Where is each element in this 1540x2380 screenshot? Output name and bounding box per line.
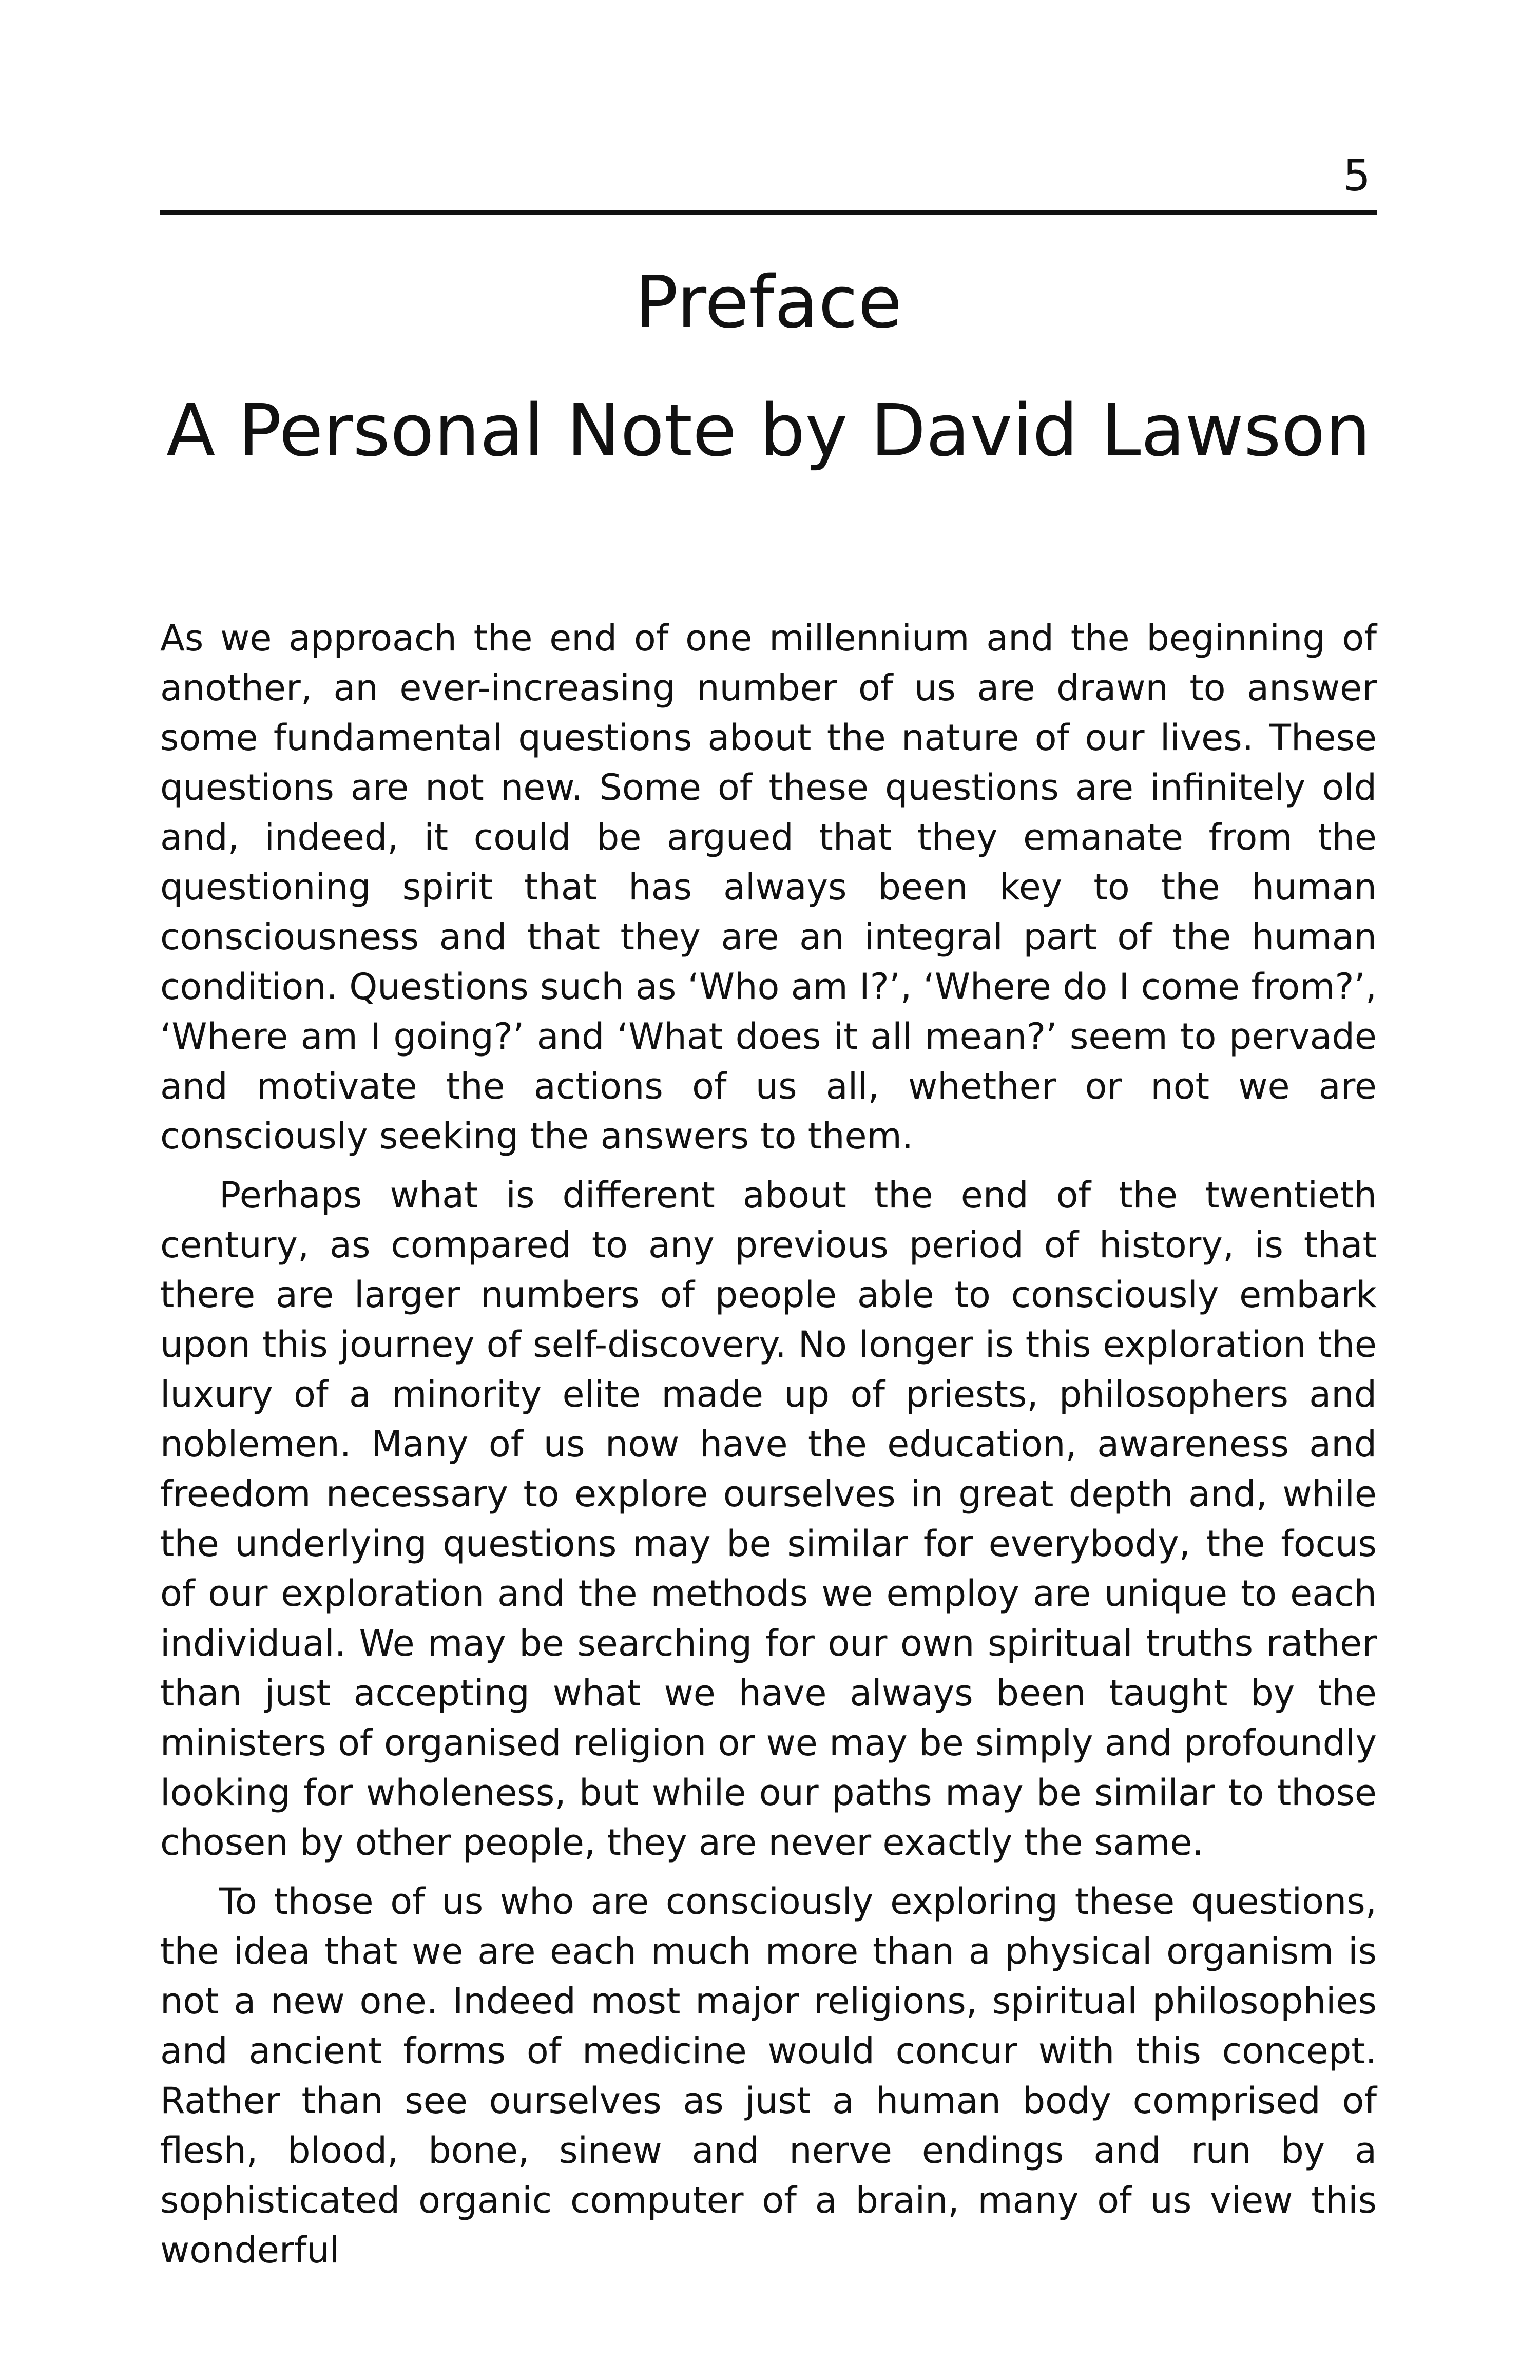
paragraph-1: As we approach the end of one millennium and the beginning of another, an ever-increasing number of us are drawn to answer some fundamental questions about the nature of our lives. These questions are not new. Some of these questions are infinitely old and, indeed, it could be argued that they emanate from the questioning spirit that has always been key to the human consciousness and that they are an integral part of the human condition. Questions such as ‘Who am I?’, ‘Where do I come from?’, ‘Where am I going?’ and ‘What does it all mean?’ seem to pervade and motivate the actions of us all, whether or not we are consciously seeking the answers to them. [160, 617, 1377, 1157]
body-text [160, 613, 1377, 2285]
paragraph-2: Perhaps what is different about the end of the twentieth century, as compared to any previous period of history, is that there are larger numbers of people able to consciously embark upon this journey of self-discovery. No longer is this exploration the luxury of a minority elite made up of priests, philosophers and noblemen. Many of us now have the education, awareness and freedom necessary to explore ourselves in great depth and, while the underlying questions may be similar for everybody, the focus of our exploration and the methods we employ are unique to each individual. We may be searching for our own spiritual truths rather than just accepting what we have always been taught by the ministers of organised religion or we may be simply and profoundly looking for wholeness, but while our paths may be similar to those chosen by other people, they are never exactly the same. [160, 1174, 1377, 1864]
paragraph-3: To those of us who are consciously exploring these questions, the idea that we are each much more than a physical organism is not a new one. Indeed most major religions, spiritual philosophies and ancient forms of medicine would concur with this concept. Rather than see ourselves as just a human body comprised of flesh, blood, bone, sinew and nerve endings and run by a sophisticated organic computer of a brain, many of us view this wonderful [160, 1880, 1377, 2271]
page-number: 5 [1343, 150, 1371, 201]
chapter-subtitle: A Personal Note by David Lawson [166, 389, 1371, 473]
header-rule [160, 210, 1377, 215]
chapter-title: Preface [634, 261, 902, 344]
title-block [160, 261, 1377, 473]
